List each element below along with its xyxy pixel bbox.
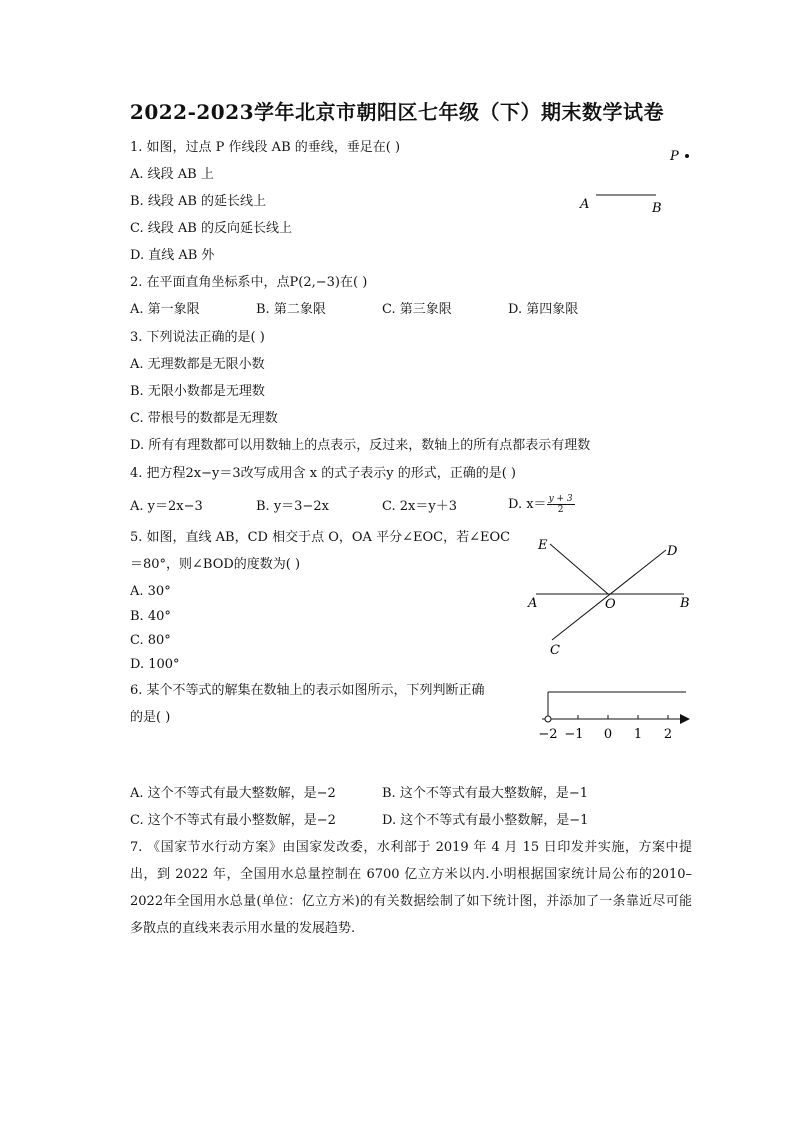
q7-text: 7. 《国家节水行动方案》由国家发改委，水利部于 2019 年 4 月 15 日印发并实施，方案中提出，到 2022 年，全国用水总量控制在 6700 亿立方米以内.小明根据国家统计局公布的2010–2022年全国用水总量(单位：亿立方米)的有关数据绘制了如下统计图，并添加了一条靠近尽可能多散点的直线来表示用水量的发展趋势. (130, 840, 692, 936)
q6-option-c: C. 这个不等式有最小整数解，是−2 (130, 813, 336, 828)
q6-number-line (528, 684, 698, 744)
q6-option-a: A. 这个不等式有最大整数解，是−2 (130, 786, 336, 801)
q5-option-d: D. 100° (130, 657, 180, 672)
q4-option-a: A. y＝2x−3 (130, 499, 203, 514)
q5-stem-line1: 5. 如图，直线 AB，CD 相交于点 O，OA 平分∠EOC，若∠EOC (130, 530, 511, 545)
q1-label-a: A (580, 197, 590, 212)
q5-label-o: O (605, 597, 616, 612)
q4-option-d-label: D. x＝ (508, 497, 547, 512)
q1-option-b: B. 线段 AB 的延长线上 (130, 194, 267, 209)
q5-label-e: E (538, 538, 548, 553)
q5-label-b: B (680, 596, 690, 611)
q6-option-b: B. 这个不等式有最大整数解，是−1 (382, 786, 588, 801)
q4-fraction-numerator: y + 3 (548, 494, 573, 504)
q2-option-a: A. 第一象限 (130, 302, 200, 317)
q6-stem-line2: 的是( ) (130, 710, 171, 725)
q6-axis-arrow (680, 714, 690, 724)
q1-figure (570, 140, 700, 220)
q1-stem: 1. 如图，过点 P 作线段 AB 的垂线，垂足在( ) (130, 140, 401, 155)
q3-option-b: B. 无限小数都是无理数 (130, 384, 265, 399)
q1-point-p (685, 154, 689, 158)
q2-option-d: D. 第四象限 (508, 302, 579, 317)
q2-option-b: B. 第二象限 (256, 302, 326, 317)
q3-option-c: C. 带根号的数都是无理数 (130, 411, 278, 426)
q5-figure (520, 530, 700, 660)
q1-option-c: C. 线段 AB 的反向延长线上 (130, 221, 292, 236)
q4-option-d (508, 494, 575, 515)
q4-option-c: C. 2x＝y＋3 (382, 499, 457, 514)
q6-tick-label-neg1: −1 (564, 727, 584, 742)
q5-label-a: A (528, 596, 538, 611)
q2-option-c: C. 第三象限 (382, 302, 452, 317)
q5-option-b: B. 40° (130, 609, 171, 624)
q6-open-point (545, 716, 551, 722)
q4-fraction-denominator: 2 (557, 505, 564, 515)
q1-option-a: A. 线段 AB 上 (130, 167, 214, 182)
q5-label-c: C (550, 643, 560, 658)
page-title: 2022-2023学年北京市朝阳区七年级（下）期末数学试卷 (129, 100, 665, 124)
q5-stem-line2: ＝80°，则∠BOD的度数为( ) (130, 557, 301, 572)
q6-tick-label-neg2: −2 (538, 727, 558, 742)
q6-tick-label-2: 2 (663, 727, 673, 742)
q5-option-a: A. 30° (130, 584, 171, 599)
q4-option-b: B. y＝3−2x (256, 499, 329, 514)
q6-option-d: D. 这个不等式有最小整数解，是−1 (382, 813, 589, 828)
q5-ray-oe (550, 544, 608, 594)
q1-label-p: P (670, 149, 679, 164)
q6-tick-label-1: 1 (633, 727, 643, 742)
q3-stem: 3. 下列说法正确的是( ) (130, 330, 265, 345)
q3-option-a: A. 无理数都是无限小数 (130, 357, 265, 372)
q2-stem: 2. 在平面直角坐标系中，点P(2,−3)在( ) (130, 275, 368, 290)
q5-line-cd (552, 550, 666, 640)
q1-label-b: B (652, 201, 662, 216)
q3-option-d: D. 所有有理数都可以用数轴上的点表示，反过来，数轴上的所有点都表示有理数 (130, 438, 591, 453)
q6-stem-line1: 6. 某个不等式的解集在数轴上的表示如图所示，下列判断正确 (130, 683, 485, 698)
q1-option-d: D. 直线 AB 外 (130, 248, 215, 263)
q5-option-c: C. 80° (130, 633, 171, 648)
q5-label-d: D (667, 544, 678, 559)
q4-fraction (547, 494, 575, 515)
q6-tick-label-0: 0 (603, 727, 613, 742)
q4-stem: 4. 把方程2x−y＝3改写成用含 x 的式子表示y 的形式，正确的是( ) (130, 466, 516, 481)
